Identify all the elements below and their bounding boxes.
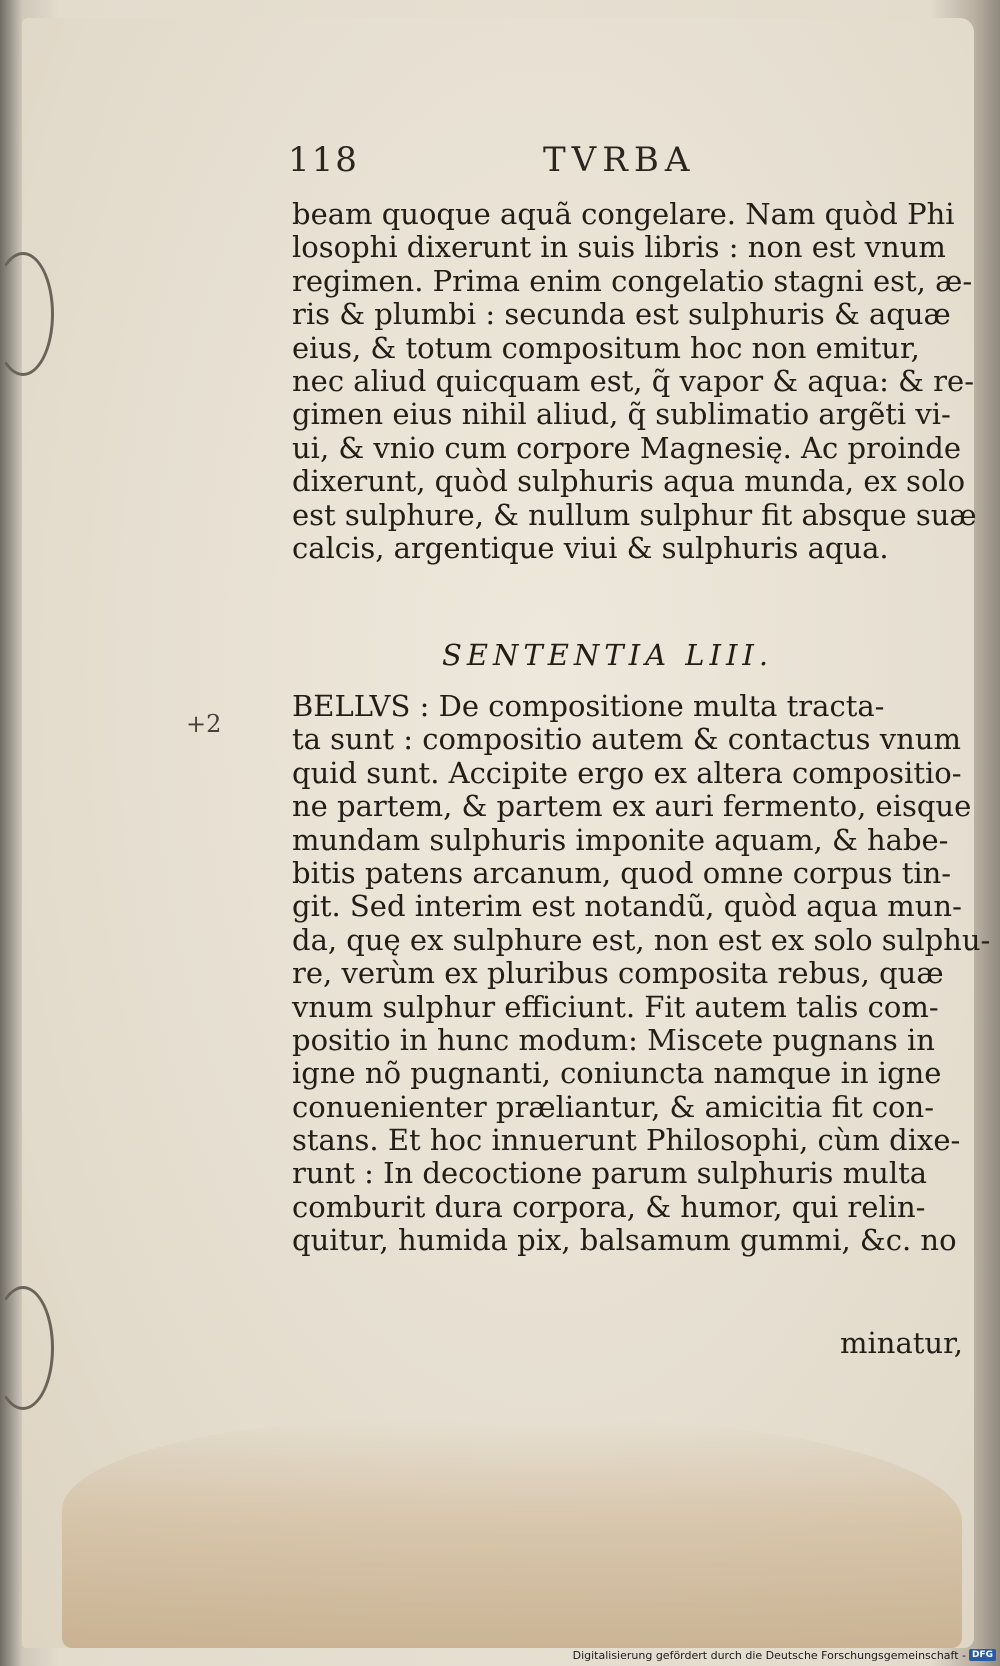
text-line: quitur, humida pix, balsamum gummi, &c. no <box>292 1223 957 1258</box>
page-header <box>288 140 928 190</box>
text-line: ris & plumbi : secunda est sulphuris & aquæ <box>292 297 951 332</box>
text-line: dixerunt, quòd sulphuris aqua munda, ex solo <box>292 464 966 499</box>
text-line: regimen. Prima enim congelatio stagni est, æ- <box>292 263 973 298</box>
text-line: ui, & vnio cum corpore Magnesię. Ac proinde <box>292 430 962 465</box>
water-stain <box>62 1418 962 1648</box>
text-line: eius, & totum compositum hoc non emitur, <box>292 330 920 365</box>
text-line: nec aliud quicquam est, q̃ vapor & aqua: & re- <box>292 363 974 398</box>
text-line: mundam sulphuris imponite aquam, & habe- <box>292 822 949 857</box>
text-line: runt : In decoctione parum sulphuris multa <box>292 1156 928 1191</box>
digitization-credit <box>573 1646 996 1664</box>
text-line: beam quoque aquã congelare. Nam quòd Phi <box>292 197 955 231</box>
text-line: vnum sulphur efficiunt. Fit autem talis com- <box>292 989 939 1024</box>
text-line: positio in hunc modum: Miscete pugnans in <box>292 1022 935 1057</box>
text-line: da, quę ex sulphure est, non est ex solo sulphu- <box>292 922 991 957</box>
page-number: 118 <box>288 140 359 180</box>
running-head: TVRBA <box>543 140 696 180</box>
section-heading: SENTENTIA LIII. <box>442 638 774 672</box>
dfg-logo: DFG <box>969 1649 996 1661</box>
text-block-1 <box>292 197 977 565</box>
text-line: re, verùm ex pluribus composita rebus, quæ <box>292 956 944 991</box>
text-line: ne partem, & partem ex auri fermento, eisque <box>292 789 972 824</box>
text-line: igne nõ pugnanti, coniuncta namque in igne <box>292 1056 942 1091</box>
text-line: ta sunt : compositio autem & contactus vnum <box>292 722 962 757</box>
text-line: BELLVS : De compositione multa tracta- <box>292 689 885 723</box>
credit-text: Digitalisierung gefördert durch die Deutsche Forschungsgemeinschaft - <box>572 1648 966 1662</box>
text-line: calcis, argentique viui & sulphuris aqua. <box>292 530 889 565</box>
text-line: git. Sed interim est notandũ, quòd aqua mun- <box>292 889 962 924</box>
text-line: conuenienter præliantur, & amicitia fit con- <box>292 1089 934 1124</box>
text-line: quid sunt. Accipite ergo ex altera compositio- <box>292 755 962 790</box>
text-line: comburit dura corpora, & humor, qui relin- <box>292 1189 926 1224</box>
catchword: minatur, <box>840 1326 963 1360</box>
text-line: bitis patens arcanum, quod omne corpus tin- <box>292 855 952 890</box>
text-block-2 <box>292 689 991 1258</box>
text-line: stans. Et hoc innuerunt Philosophi, cùm dixe- <box>292 1123 961 1158</box>
text-line: gimen eius nihil aliud, q̃ sublimatio argẽti vi- <box>292 397 951 432</box>
text-line: losophi dixerunt in suis libris : non est vnum <box>292 230 946 265</box>
margin-note: +2 <box>186 710 222 738</box>
text-line: est sulphure, & nullum sulphur fit absque suæ <box>292 497 977 532</box>
